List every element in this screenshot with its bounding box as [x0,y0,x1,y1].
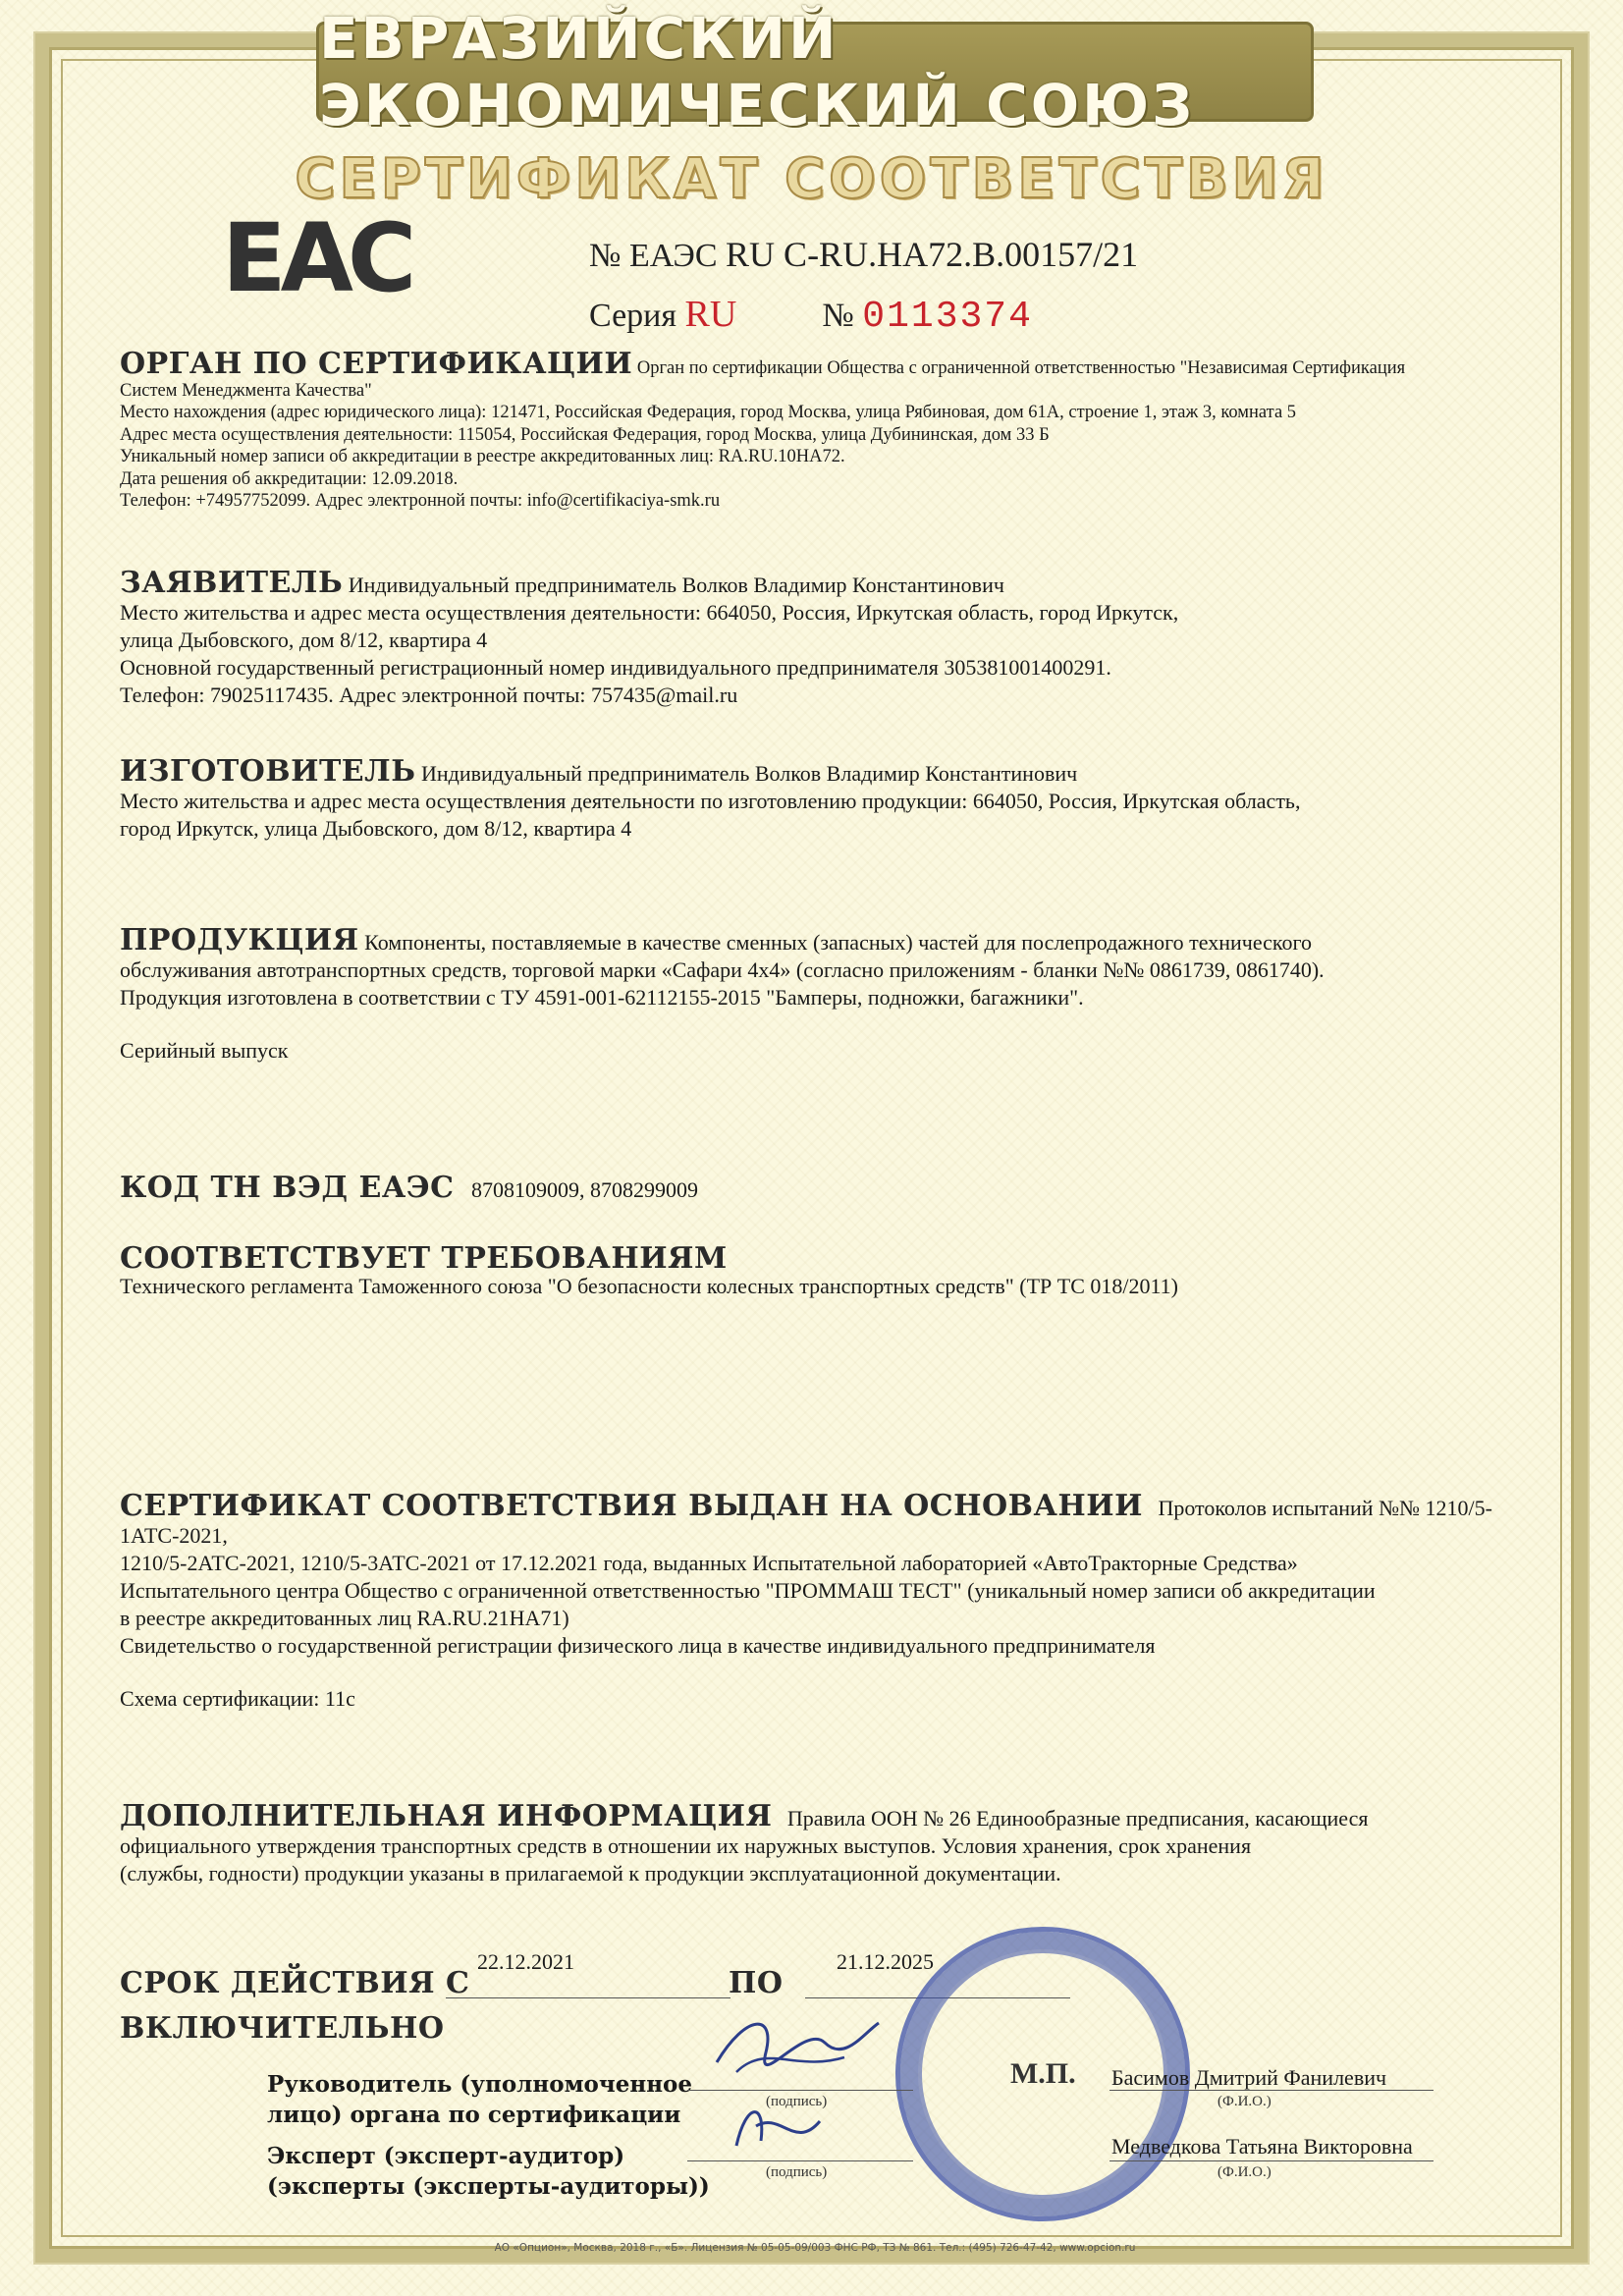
section-requirements [120,1241,1525,1300]
section-product [120,923,1525,1065]
cert-body-line: Телефон: +74957752099. Адрес электронной почты: info@certifikaciya-smk.ru [120,491,721,511]
basis-line: 1210/5-2АТС-2021, 1210/5-3АТС-2021 от 17.12.2021 года, выданных Испытательной лабораторией «АвтоТракторные Средства» [120,1551,1298,1575]
basis-line: Свидетельство о государственной регистрации физического лица в качестве индивидуального предпринимателя [120,1633,1156,1658]
head-name-line [1109,2090,1434,2091]
basis-line: Протоколов испытаний №№ 1210/5-1АТС-2021, [120,1496,1492,1548]
heading-manufacturer: ИЗГОТОВИТЕЛЬ [120,754,416,789]
cert-body-line: Адрес места осуществления деятельности: 115054, Российская Федерация, город Москва, улица Дубининская, дом 33 Б [120,424,1050,445]
cert-body-line: Систем Менеджмента Качества" [120,380,372,401]
series-value: RU [684,294,737,335]
head-label-line-1: Руководитель (уполномоченное [267,2071,693,2098]
printer-footer: АО «Опцион», Москва, 2018 г., «Б». Лицензия № 05-05-09/003 ФНС РФ, ТЗ № 861. Тел.: (495) 726-47-42, www.opcion.ru [494,2242,1136,2254]
certification-scheme: Схема сертификации: 11с [120,1686,355,1711]
expert-sign-line [687,2160,913,2161]
validity-from-underline [446,1997,730,1998]
basis-line: Испытательного центра Общество с ограниченной ответственностью "ПРОММАШ ТЕСТ" (уникальный номер записи об аккредитации [120,1578,1376,1603]
certificate-title: СЕРТИФИКАТ СООТВЕТСТВИЯ [295,147,1328,211]
eac-logo: ЕАС [222,203,411,313]
cert-body-line: Дата решения об аккредитации: 12.09.2018. [120,468,459,489]
requirements-line: Технического регламента Таможенного союза "О безопасности колесных транспортных средств" (ТР ТС 018/2011) [120,1274,1178,1298]
expert-name-line [1109,2160,1434,2161]
heading-basis: СЕРТИФИКАТ СООТВЕТСТВИЯ ВЫДАН НА ОСНОВАНИИ [120,1489,1143,1523]
cert-body-line: Уникальный номер записи об аккредитации в реестре аккредитованных лиц: RA.RU.10HA72. [120,447,845,466]
union-banner: ЕВРАЗИЙСКИЙ ЭКОНОМИЧЕСКИЙ СОЮЗ [316,22,1314,122]
applicant-line: Телефон: 79025117435. Адрес электронной почты: 757435@mail.ru [120,683,738,707]
additional-line: официального утверждения транспортных средств в отношении их наружных выступов. Условия хранения, срок хранения [120,1833,1252,1858]
expert-label-line-1: Эксперт (эксперт-аудитор) [267,2143,625,2169]
manufacturer-line: Индивидуальный предприниматель Волков Владимир Константинович [420,761,1078,786]
manufacturer-line: город Иркутск, улица Дыбовского, дом 8/12, квартира 4 [120,816,632,841]
applicant-line: улица Дыбовского, дом 8/12, квартира 4 [120,628,488,652]
heading-tnved: КОД ТН ВЭД ЕАЭС [120,1171,455,1205]
heading-applicant: ЗАЯВИТЕЛЬ [120,566,344,600]
number-prefix: № ЕАЭС [589,238,718,274]
expert-label [267,2141,710,2202]
serial-label: № [822,298,854,334]
validity-from-label: СРОК ДЕЙСТВИЯ С [120,1966,470,2000]
tnved-value: 8708109009, 8708299009 [471,1177,699,1202]
stamp-mark: М.П. [1009,2057,1076,2090]
section-tnved [120,1171,1525,1205]
basis-line: в реестре аккредитованных лиц RA.RU.21HA71) [120,1606,569,1630]
series-line [589,293,1033,338]
expert-label-line-2: (эксперты (эксперты-аудиторы)) [267,2173,710,2200]
section-manufacturer [120,754,1525,843]
expert-fio-caption: (Ф.И.О.) [1217,2164,1271,2180]
additional-line: (службы, годности) продукции указаны в прилагаемой к продукции эксплуатационной документации. [120,1861,1061,1886]
head-sign-caption: (подпись) [766,2094,828,2109]
cert-body-line: Орган по сертификации Общества с ограниченной ответственностью "Независимая Сертификация [636,358,1406,378]
additional-line: Правила ООН № 26 Единообразные предписания, касающиеся [786,1806,1369,1831]
validity-from-date: 22.12.2021 [477,1949,574,1974]
heading-additional-info: ДОПОЛНИТЕЛЬНАЯ ИНФОРМАЦИЯ [120,1799,773,1833]
section-additional-info [120,1799,1525,1887]
product-serial-release: Серийный выпуск [120,1038,289,1063]
applicant-line: Место жительства и адрес места осуществления деятельности: 664050, Россия, Иркутская область, город Иркутск, [120,600,1179,625]
head-sign-line [687,2090,913,2091]
number-value: RU C-RU.HA72.B.00157/21 [726,235,1139,274]
heading-certification-body: ОРГАН ПО СЕРТИФИКАЦИИ [120,347,633,381]
serial-value: 0113374 [862,296,1033,338]
product-line: Продукция изготовлена в соответствии с ТУ 4591-001-62112155-2015 "Бамперы, подножки, багажники". [120,985,1084,1010]
heading-requirements: СООТВЕТСТВУЕТ ТРЕБОВАНИЯМ [120,1241,728,1276]
product-line: Компоненты, поставляемые в качестве сменных (запасных) частей для послепродажного технического [364,930,1312,955]
cert-body-line: Место нахождения (адрес юридического лица): 121471, Российская Федерация, город Москва, улица Рябиновая, дом 61А, строение 1, этаж 3, комната 5 [120,403,1297,422]
applicant-line: Индивидуальный предприниматель Волков Владимир Константинович [348,573,1004,597]
product-line: обслуживания автотранспортных средств, торговой марки «Сафари 4x4» (согласно приложениям - бланки №№ 0861739, 0861740). [120,957,1325,982]
expert-sign-caption: (подпись) [766,2164,828,2180]
certificate-number [589,234,1138,275]
head-name: Басимов Дмитрий Фанилевич [1111,2065,1387,2090]
head-label-line-2: лицо) органа по сертификации [267,2102,681,2128]
series-label: Серия [589,298,677,334]
validity-inclusive: ВКЛЮЧИТЕЛЬНО [120,2011,445,2046]
validity-to-label: ПО [729,1966,784,2000]
head-signature [707,2003,884,2092]
section-applicant [120,566,1525,709]
section-basis [120,1489,1525,1713]
heading-product: ПРОДУКЦИЯ [120,923,359,957]
manufacturer-line: Место жительства и адрес места осуществления деятельности по изготовлению продукции: 664050, Россия, Иркутская область, [120,789,1301,813]
head-label [267,2069,692,2130]
section-certification-body [120,347,1525,513]
validity-to-date: 21.12.2025 [837,1949,934,1974]
applicant-line: Основной государственный регистрационный номер индивидуального предпринимателя 305381001400291. [120,655,1111,680]
head-fio-caption: (Ф.И.О.) [1217,2094,1271,2109]
expert-name: Медведкова Татьяна Викторовна [1111,2134,1413,2159]
